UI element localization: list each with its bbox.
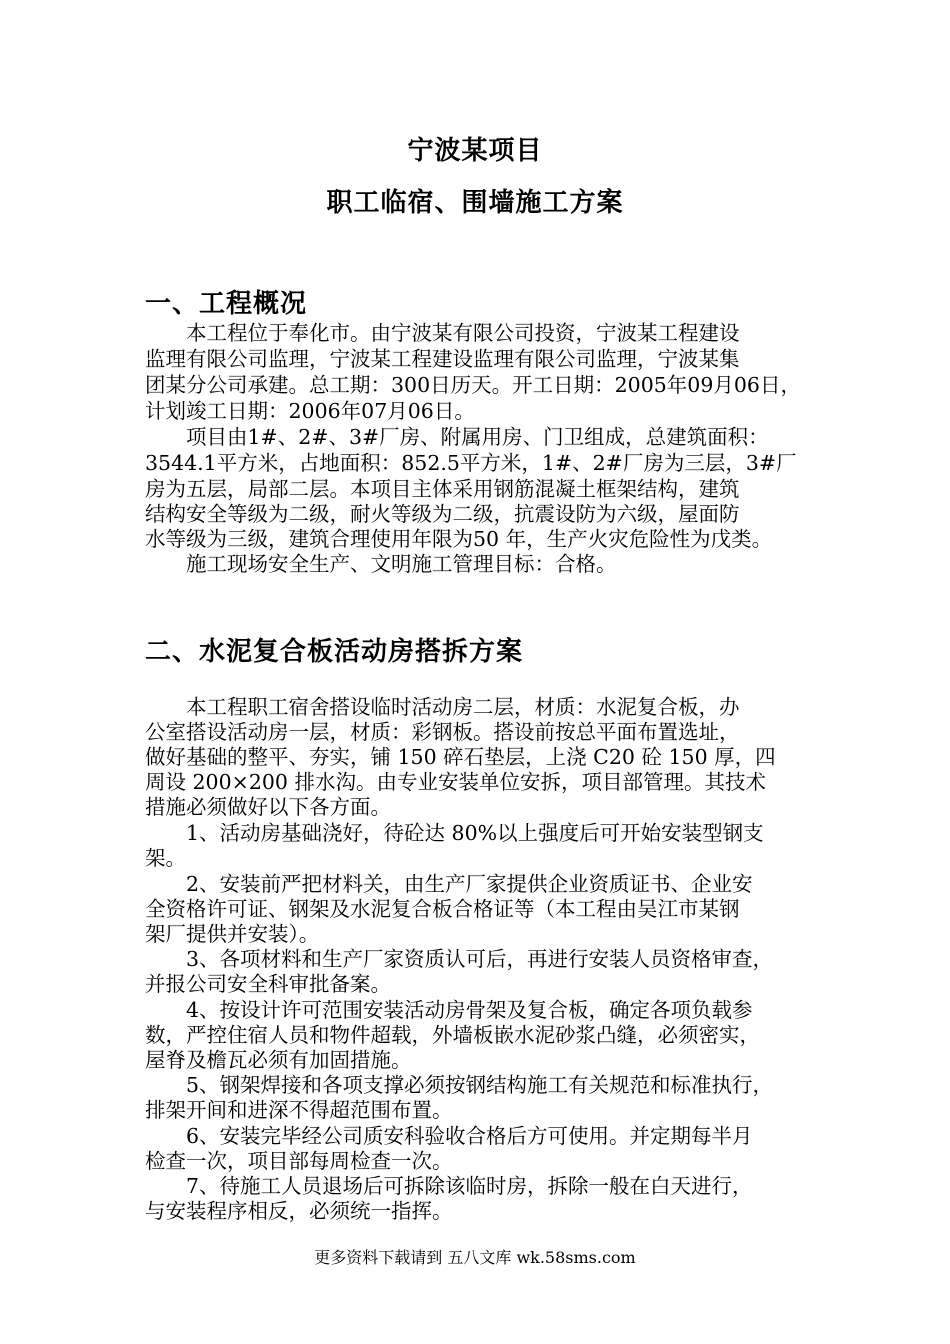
section2-line: 6、安装完毕经公司质安科验收合格后方可使用。并定期每半月 xyxy=(145,1124,753,1148)
section2-line: 本工程职工宿舍搭设临时活动房二层，材质：水泥复合板，办 xyxy=(145,695,740,719)
section2-line: 全资格许可证、钢架及水泥复合板合格证等（本工程由吴江市某钢 xyxy=(145,897,740,921)
section1-line: 计划竣工日期：2006年07月06日。 xyxy=(145,399,475,423)
section2-line: 排架开间和进深不得超范围布置。 xyxy=(145,1098,453,1122)
section2-line: 5、钢架焊接和各项支撑必须按钢结构施工有关规范和标准执行， xyxy=(145,1073,774,1097)
section2-line: 架。 xyxy=(145,846,186,870)
section2-line: 数，严控住宿人员和物件超载，外墙板嵌水泥砂浆凸缝，必须密实， xyxy=(145,1023,760,1047)
section2-line: 公室搭设活动房一层，材质：彩钢板。搭设前按总平面布置选址， xyxy=(145,720,740,744)
section2-line: 做好基础的整平、夯实，铺 150 碎石垫层，上浇 C20 砼 150 厚，四 xyxy=(145,745,776,769)
section1-line: 施工现场安全生产、文明施工管理目标：合格。 xyxy=(145,552,617,576)
section1-line: 结构安全等级为二级，耐火等级为二级，抗震设防为六级，屋面防 xyxy=(145,502,740,526)
section1-line: 监理有限公司监理，宁波某工程建设监理有限公司监理，宁波某集 xyxy=(145,347,740,371)
section2-line: 措施必须做好以下各方面。 xyxy=(145,795,391,819)
section2-line: 并报公司安全科审批备案。 xyxy=(145,972,391,996)
section2-line: 2、安装前严把材料关，由生产厂家提供企业资质证书、企业安 xyxy=(145,872,753,896)
section1-line: 水等级为三级，建筑合理使用年限为50 年，生产火灾危险性为戊类。 xyxy=(145,527,773,551)
section2-heading: 二、水泥复合板活动房搭拆方案 xyxy=(145,637,524,667)
section1-line: 项目由1#、2#、3#厂房、附属用房、门卫组成，总建筑面积： xyxy=(145,425,769,449)
section2-line: 屋脊及檐瓦必须有加固措施。 xyxy=(145,1048,412,1072)
section2-line: 4、按设计许可范围安装活动房骨架及复合板，确定各项负载参 xyxy=(145,998,753,1022)
document-title-line1: 宁波某项目 xyxy=(407,136,543,166)
section2-line: 7、待施工人员退场后可拆除该临时房，拆除一般在白天进行， xyxy=(145,1174,753,1198)
document-title-line2: 职工临宿、围墙施工方案 xyxy=(326,188,624,218)
section2-line: 架厂提供并安装）。 xyxy=(145,922,320,946)
section1-line: 房为五层，局部二层。本项目主体采用钢筋混凝土框架结构，建筑 xyxy=(145,477,740,501)
section2-line: 检查一次，项目部每周检查一次。 xyxy=(145,1149,453,1173)
section1-line: 3544.1平方米，占地面积：852.5平方米，1#、2#厂房为三层，3#厂 xyxy=(145,451,797,475)
section1-line: 本工程位于奉化市。由宁波某有限公司投资，宁波某工程建设 xyxy=(145,321,740,345)
footer-download-note: 更多资料下载请到 五八文库 wk.58sms.com xyxy=(314,1248,636,1267)
section2-line: 周设 200×200 排水沟。由专业安装单位安拆，项目部管理。其技术 xyxy=(145,770,766,794)
section2-line: 3、各项材料和生产厂家资质认可后，再进行安装人员资格审查， xyxy=(145,947,774,971)
section1-line: 团某分公司承建。总工期：300日历天。开工日期：2005年09月06日， xyxy=(145,373,801,397)
section2-line: 1、活动房基础浇好，待砼达 80%以上强度后可开始安装型钢支 xyxy=(145,821,764,845)
section2-line: 与安装程序相反，必须统一指挥。 xyxy=(145,1199,453,1223)
section1-heading: 一、工程概况 xyxy=(145,289,308,319)
